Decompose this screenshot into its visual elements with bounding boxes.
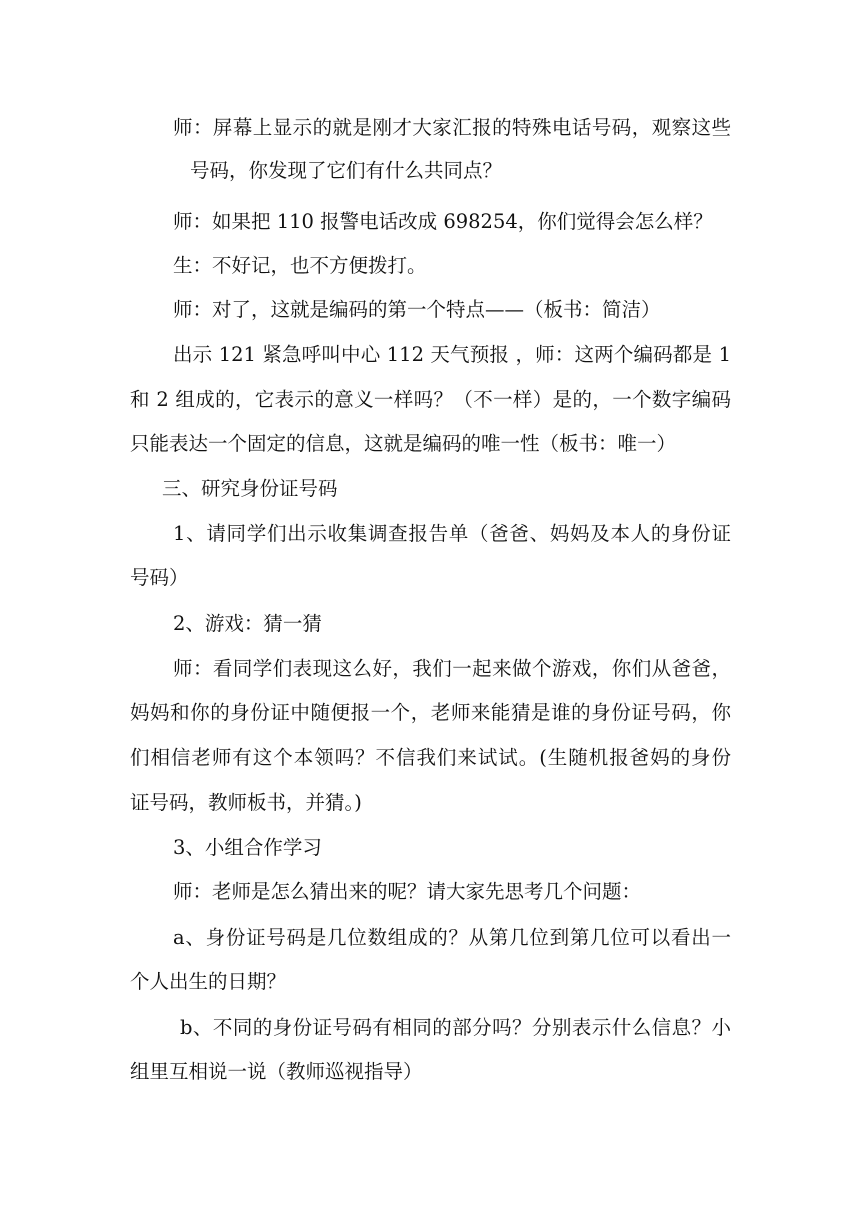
dialogue-line: 生：不好记，也不方便拨打。 bbox=[173, 254, 427, 277]
paragraph-line: 证号码，教师板书，并猜。) bbox=[130, 791, 362, 814]
dialogue-line: 师：老师是怎么猜出来的呢？请大家先思考几个问题： bbox=[173, 880, 642, 903]
question-line: a、身份证号码是几位数组成的？从第几位到第几位可以看出一 bbox=[173, 926, 731, 949]
dialogue-line: 师：屏幕上显示的就是刚才大家汇报的特殊电话号码，观察这些 bbox=[173, 116, 731, 139]
dialogue-line: 师：如果把 110 报警电话改成 698254，你们觉得会怎么样？ bbox=[173, 210, 713, 233]
question-line: 组里互相说一说（教师巡视指导） bbox=[130, 1060, 423, 1083]
paragraph-line: 师：看同学们表现这么好，我们一起来做个游戏，你们从爸爸， bbox=[173, 657, 731, 680]
dialogue-line: 号码，你发现了它们有什么共同点？ bbox=[190, 159, 503, 182]
dialogue-line: 师：对了，这就是编码的第一个特点——（板书：简洁） bbox=[173, 298, 661, 321]
list-item: 号码） bbox=[130, 566, 189, 589]
paragraph-line: 们相信老师有这个本领吗？不信我们来试试。(生随机报爸妈的身份 bbox=[130, 746, 731, 769]
question-line: 个人出生的日期？ bbox=[130, 970, 287, 993]
paragraph-line: 妈妈和你的身份证中随便报一个，老师来能猜是谁的身份证号码，你 bbox=[130, 701, 731, 724]
list-item: 2、游戏：猜一猜 bbox=[173, 612, 322, 635]
section-heading: 三、研究身份证号码 bbox=[162, 477, 338, 500]
paragraph-line: 和 2 组成的，它表示的意义一样吗？（不一样）是的，一个数字编码 bbox=[130, 388, 731, 411]
question-line: b、不同的身份证号码有相同的部分吗？分别表示什么信息？小 bbox=[180, 1016, 731, 1039]
list-item: 1、请同学们出示收集调查报告单（爸爸、妈妈及本人的身份证 bbox=[173, 522, 731, 545]
paragraph-line: 只能表达一个固定的信息，这就是编码的唯一性（板书：唯一） bbox=[130, 432, 677, 455]
list-item: 3、小组合作学习 bbox=[173, 836, 322, 859]
paragraph-line: 出示 121 紧急呼叫中心 112 天气预报 ，师：这两个编码都是 1 bbox=[173, 343, 731, 366]
